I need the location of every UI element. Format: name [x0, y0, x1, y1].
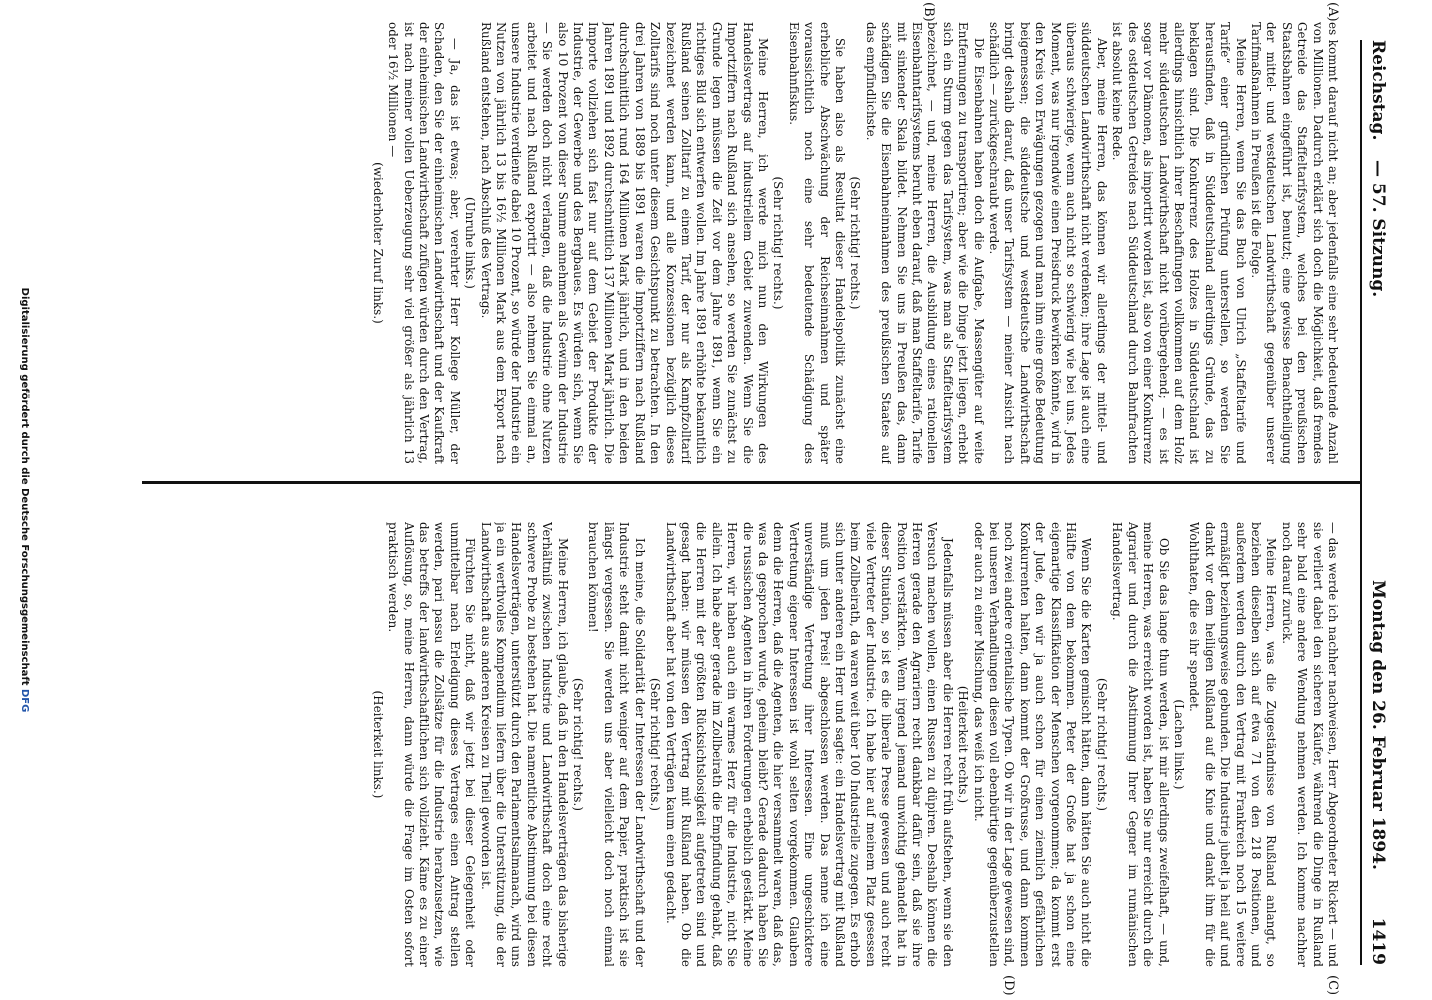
left-text-column — [220, 22, 1340, 464]
interjection: (Sehr richtig! rechts.) — [1094, 677, 1109, 812]
interjection: (Sehr richtig! rechts.) — [771, 176, 786, 310]
interjection: (Heiterkeit rechts.) — [956, 685, 971, 804]
interjection: (wiederholter Zuruf links.) — [370, 162, 385, 324]
digitization-credit — [19, 0, 30, 1000]
running-header — [1362, 40, 1388, 965]
margin-marker-d: (D) — [1001, 975, 1016, 996]
margin-marker-b: (B) — [921, 2, 936, 22]
header-page-number: 1419 — [1368, 917, 1388, 965]
interjection: (Heiterkeit links.) — [370, 690, 385, 799]
paragraph: Meine Herren, wenn Sie das Buch von Ulrich „Staffeltarife und Tarife“ einer gründlichen Prüfung unterstellen, so werden Sie herausfinden, daß in Süddeutschland allerdings Gründe, das zu beklagen sind. Die Konkurrenz des Holzes in Süddeutschland ist allerdings hinsichtlich ihrer Beschaffungen vollkommen auf dem Holz mehr süddeutschen Landwirthschaft nicht vorübergehend; — es ist sogar vor Dämonen, als importirt worden ist, also von einer Konkurrenz des ostdeutschen Getreides nach Süddeutschland durch Bahnfrachten ist absolut keine Rede. — [1110, 22, 1248, 464]
header-rule — [1360, 40, 1362, 965]
paragraph: — Ja, das ist etwas; aber, verehrter Herr Kollege Müller, der Schaden, den Sie der einheimischen Landwirthschaft und der Kaufkraft der einheimischen Landwirthschaft zufügen würden durch den Vertrag, ist nach meiner vollen Ueberzeugung sehr viel größer als jährlich 13 oder 16½ Millionen — — [386, 22, 462, 464]
paragraph: Meine Herren, ich glaube, daß in den Handelsverträgen das bisherige Verhältniß zwischen Industrie und Landwirthschaft doch eine recht schwere Probe zu bestehen hat. Die namentliche Abstimmung bei diesen Handelsverträgen, unterstützt durch den Parlamentsalmanach, wird uns ja ein werthvolles Kompendium liefern über die Unterstützung, die der Landwirthschaft aus anderen Kreisen zu Theil geworden ist. — [478, 522, 570, 967]
paragraph: Die Eisenbahnen haben doch die Aufgabe, Massengüter auf weite Entfernungen zu transportiren; aber wie die Dinge jetzt liegen, erhebt sich ein Sturm gegen das Tarifsystem, was man als Staffeltarifsystem bezeichnet, — und, meine Herren, die Ausbildung eines rationellen Eisenbahntarifsystems beruht eben darauf, daß man Staffeltarife, Tarife mit sinkender Skala bildet. Nehmen Sie uns in Preußen das, dann schädigen Sie die Eisenbahneinnahmen des preußischen Staates auf das empfindlichste. — [863, 22, 986, 464]
paragraph: Ich meine, die Solidarität der Interessen der Landwirthschaft und der Industrie steht damit nicht weniger auf dem Papier, praktisch ist sie längst vergessen. Sie werden uns aber vielleicht doch noch einmal brauchen können! — [586, 522, 647, 967]
interjection: (Sehr richtig! rechts.) — [848, 176, 863, 310]
dfg-logo: DFG — [19, 689, 30, 713]
interjection: (Sehr richtig! rechts.) — [648, 677, 663, 812]
margin-marker-a: (A) — [1325, 2, 1340, 22]
paragraph: Meine Herren, was die Zugeständnisse von Rußland anlangt, so beziehen dieselben sich auf etwa 71 von den 218 Positionen, und außerdem werden durch den Vertrag mit Frankreich noch 15 weitere ermäßigt beziehungsweise gebunden. Die Industrie jubelt ja heil auf und dankt vor dem heiligen Rußland auf die Knie und dankt ihm für die Wohlthaten, die es ihr spendet. — [1187, 522, 1279, 967]
interjection: (Unruhe links.) — [463, 197, 478, 289]
paragraph: Aber, meine Herren, das können wir allerdings der mittel- und süddeutschen Landwirthschaft nicht verdenken; ihre Lage ist auch eine überaus schwierige, wenn auch nicht so schwierig wie bei uns. Jedes Moment, was nur irgendwie einen Preisdruck bewirken könnte, wird in den Kreis von Erwägungen gezogen und man ihm eine große Bedeutung beigemessen; die süddeutsche und westdeutsche Landwirthschaft bringt deshalb darauf, daß unser Tarifsystem — meiner Ansicht nach schädlich — zurückgeschraubt werde. — [987, 22, 1109, 464]
header-date: Montag den 26. Februar 1894. — [1368, 580, 1388, 870]
header-session: — 57. Sitzung. — [1368, 160, 1388, 298]
paragraph: Jedenfalls müssen aber die Herren recht früh aufstehen, wenn sie den Versuch machen wollen, einen Russen zu düpiren. Deshalb können die Herren gerade den Agrariern recht dankbar dafür sein, daß sie ihre Position verstärkten. Wenn irgend jemand unwichtig gehandelt hat in dieser Situation, so ist es die liberale Presse gewesen und auch recht viele Vertreter der Industrie. Ich habe hier auf meinem Platz gesessen beim Zollbeirath, da waren weit über 100 Industrielle zugegen. Es erhob sich unter anderen ein Herr und sagte: ein Handelsvertrag mit Rußland muß um jeden Preis! abgeschlossen werden. Das nenne ich eine unverständige Vertretung ihrer Interessen. Eine ungeschicktere Vertretung eigener Interessen ist wohl selten vorgekommen. Glauben denn die Herren, daß die Agenten, die hier versammelt waren, daß das, was da gesprochen wurde, geheim bleibt? Gerade dadurch haben Sie die russischen Agenten in ihren Forderungen erheblich gestärkt. Meine Herren, wir haben auch ein warmes Herz für die Industrie, nicht Sie allein. Ich habe aber gerade im Zollbeirath die Empfindung gehabt, daß die Herren mit der größten Rücksichtslosigkeit aufgetreten sind und gesagt haben: wir müssen den Vertrag mit Rußland haben. Ob die Landwirthschaft aber hat von den Verträgen kaum einen gedacht. — [663, 522, 955, 967]
margin-marker-c: (C) — [1325, 975, 1340, 996]
header-publication: Reichstag. — [1368, 40, 1388, 141]
paragraph: Ob Sie das lange thun werden, ist mir allerdings zweifelhaft, — und, meine Herren, was erreicht worden ist, haben Sie nur erreicht durch die Agrarier und durch die Abstimmung Ihrer Gegner im rumänischen Handelsvertrag. — [1110, 522, 1171, 967]
paragraph: es kommt darauf nicht an; aber jedenfalls eine sehr bedeutende Anzahl von Millionen. Dadurch erklärt sich doch die Möglichkeit, daß fremdes Getreide das Staffeltarifsystem, welches bei den preußischen Staatsbahnen eingeführt ist, benutzt; eine gewisse Benachtheiligung der mittel- und westdeutschen Landwirthschaft gegenüber unserer Tarifmaßnahmen in Preußen ist die Folge. — [1248, 22, 1340, 464]
column-divider — [142, 481, 1362, 484]
paragraph: Wenn Sie die Karten gemischt hätten, dann hätten Sie auch nicht die Hälfte von dem bekommen. Peter der Große hat ja schon eine eigenartige Klassifikation der Menschen vorgenommen; da kommt erst der Jude, den wir ja auch schon für einen ziemlich gefährlichen Konkurrenten halten, dann kommt der Großrusse, und dann kommen noch zwei andere orientalische Typen. Ob wir in der Lage gewesen sind, bei unseren Verhandlungen diesen voll ebenbürtige gegenüberzustellen oder auch zu einer Mischung, das weiß ich nicht. — [971, 522, 1094, 967]
right-text-column — [220, 522, 1340, 967]
interjection: (Lachen links.) — [1171, 699, 1186, 790]
paragraph: Meine Herren, ich werde mich nun den Wirkungen des Handelsvertrags auf industriellem Gebiet zuwenden. Wenn Sie die Importziffern nach Rußland sich ansehen, so werden Sie zunächst zu Grunde legen müssen die Zeit vor dem Jahre 1891, wenn Sie ein richtiges Bild sich entwerfen wollen. Im Jahre 1891 erhöhte bekanntlich Rußland seinen Zolltarif zu einem Tarif, der nur als Kampfzolltarif bezeichnet werden kann, und alle Konzessionen bezüglich dieses Zolltarifs sind noch unter diesem Gesichtspunkt zu betrachten. In den drei Jahren von 1889 bis 1891 waren die Importziffern nach Rußland durchschnittlich rund 164 Millionen Mark jährlich, und in den beiden Jahren 1891 und 1892 durchschnittlich 137 Millionen Mark jährlich. Die Importe vollziehen sich fast nur auf dem Gebiet der Produkte der Industrie, der Gewerbe und des Bergbaues. Es würden sich, wenn Sie also 10 Prozent von dieser Summe annehmen als Gewinn der Industrie — Sie werden doch nicht verlangen, daß die Industrie ohne Nutzen arbeitet und nach Rußland exportirt — also nehmen Sie einmal an, unsere Industrie verdiente dabei 10 Prozent, so würde der Industrie ein Nutzen von jährlich 13 bis 16½ Millionen Mark aus dem Export nach Rußland entstehen, nach Abschluß des Vertrags. — [478, 22, 770, 464]
paragraph: Fürchten Sie nicht, daß wir jetzt bei dieser Gelegenheit oder unmittelbar nach Erledigung dieses Vertrages einen Antrag stellen werden, pari passu die Zollsätze für die Industrie herabzusetzen, wie das betreffs der landwirthschaftlichen sich vollzieht. Käme es zu einer Auflösung, so, meine Herren, dann würde die Frage im Osten sofort praktisch werden. — [386, 522, 478, 967]
credit-text: Digitalisierung gefördert durch die Deutsche Forschungsgemeinschaft — [19, 287, 30, 686]
interjection: (Sehr richtig! rechts.) — [571, 677, 586, 812]
paragraph: — das werde ich nachher nachweisen, Herr Abgeordneter Rickert — und sie verliert dabei den sicheren Käufer, während die Dinge in Rußland sehr bald eine andere Wendung nehmen werden. Ich komme nachher noch darauf zurück. — [1279, 522, 1340, 967]
paragraph: Sie haben also als Resultat dieser Handelspolitik zunächst eine erhebliche Abschwächung der Reichseinnahmen und später voraussichtlich noch eine sehr bedeutende Schädigung des Eisenbahnfiskus. — [786, 22, 847, 464]
